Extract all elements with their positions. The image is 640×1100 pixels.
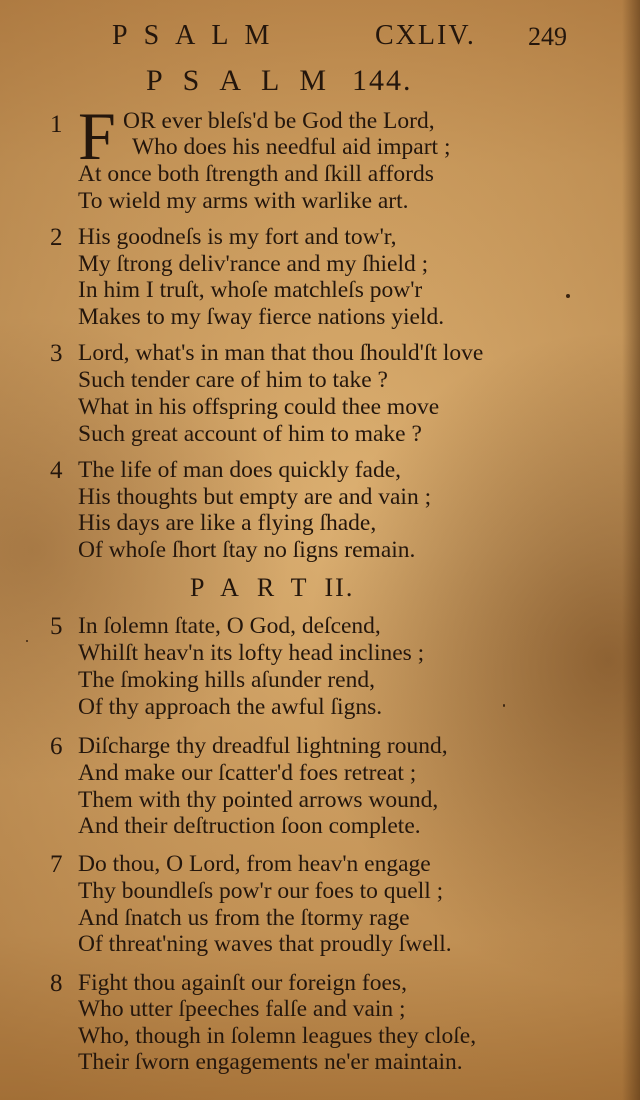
verse-line: The life of man does quickly fade, <box>78 457 402 483</box>
verse-line: Makes to my ſway fierce nations yield. <box>78 304 445 330</box>
verse-line: Fight thou againſt our foreign foes, <box>78 970 407 996</box>
paper-speck <box>26 640 28 642</box>
part-heading-number: II. <box>324 573 355 602</box>
verse-line: Who, though in ſolemn leagues they cloſe, <box>78 1023 477 1049</box>
running-head: PSALM <box>112 20 286 51</box>
verse-line: And ſnatch us from the ſtormy rage <box>78 905 410 931</box>
verse-line: Who does his needful aid impart ; <box>132 134 451 160</box>
verse-line: Do thou, O Lord, from heav'n engage <box>78 851 431 877</box>
page-number: 249 <box>528 22 567 51</box>
part-heading-word: PART <box>190 573 325 602</box>
psalm-title-word: PSALM <box>146 64 347 97</box>
verse-line: My ſtrong deliv'rance and my ſhield ; <box>78 251 429 277</box>
verse-line: And make our ſcatter'd foes retreat ; <box>78 760 417 786</box>
verse-line: Such great account of him to make ? <box>78 421 422 447</box>
verse-line: In ſolemn ſtate, O God, deſcend, <box>78 613 381 639</box>
verse-line: To wield my arms with warlike art. <box>78 188 409 214</box>
verse-line: Whilſt heav'n its lofty head inclines ; <box>78 640 425 666</box>
verse-line: What in his offspring could thee move <box>78 394 440 420</box>
verse-line: Lord, what's in man that thou ſhould'ſt love <box>78 340 484 366</box>
verse-line: His thoughts but empty are and vain ; <box>78 484 432 510</box>
psalm-title-number: 144. <box>352 64 413 97</box>
verse-line: The ſmoking hills aſunder rend, <box>78 667 375 693</box>
page-edge-shadow <box>622 0 640 1100</box>
verse-line: His goodneſs is my fort and tow'r, <box>78 224 397 250</box>
psalm-roman-numeral: CXLIV. <box>375 20 476 51</box>
stanza-number: 5 <box>50 613 63 640</box>
stanza-number: 7 <box>50 851 63 878</box>
stanza-number: 6 <box>50 733 63 760</box>
verse-line: Their ſworn engagements ne'er maintain. <box>78 1049 463 1075</box>
verse-line: Of thy approach the awful ſigns. <box>78 694 383 720</box>
stanza-number: 2 <box>50 224 63 251</box>
paper-speck <box>566 294 570 298</box>
verse-line: At once both ſtrength and ſkill affords <box>78 161 434 187</box>
verse-line: In him I truſt, whoſe matchleſs pow'r <box>78 277 423 303</box>
verse-line: Of threat'ning waves that proudly ſwell. <box>78 931 452 957</box>
verse-line: Diſcharge thy dreadful lightning round, <box>78 733 448 759</box>
verse-line: Such tender care of him to take ? <box>78 367 388 393</box>
drop-cap: F <box>78 98 116 174</box>
paper-speck <box>503 704 505 707</box>
verse-line: And their deſtruction ſoon complete. <box>78 813 421 839</box>
verse-line: Of whoſe ſhort ſtay no ſigns remain. <box>78 537 416 563</box>
verse-line: Who utter ſpeeches falſe and vain ; <box>78 996 406 1022</box>
stanza-number: 3 <box>50 340 63 367</box>
verse-line: His days are like a flying ſhade, <box>78 510 377 536</box>
stanza-number: 8 <box>50 970 63 997</box>
verse-line: Thy boundleſs pow'r our foes to quell ; <box>78 878 444 904</box>
psalm-title <box>146 64 413 98</box>
stanza-number: 1 <box>50 111 63 138</box>
part-heading <box>190 573 354 603</box>
verse-line: OR ever bleſs'd be God the Lord, <box>123 108 435 134</box>
verse-line: Them with thy pointed arrows wound, <box>78 787 439 813</box>
stanza-number: 4 <box>50 457 63 484</box>
page-header <box>0 20 640 60</box>
